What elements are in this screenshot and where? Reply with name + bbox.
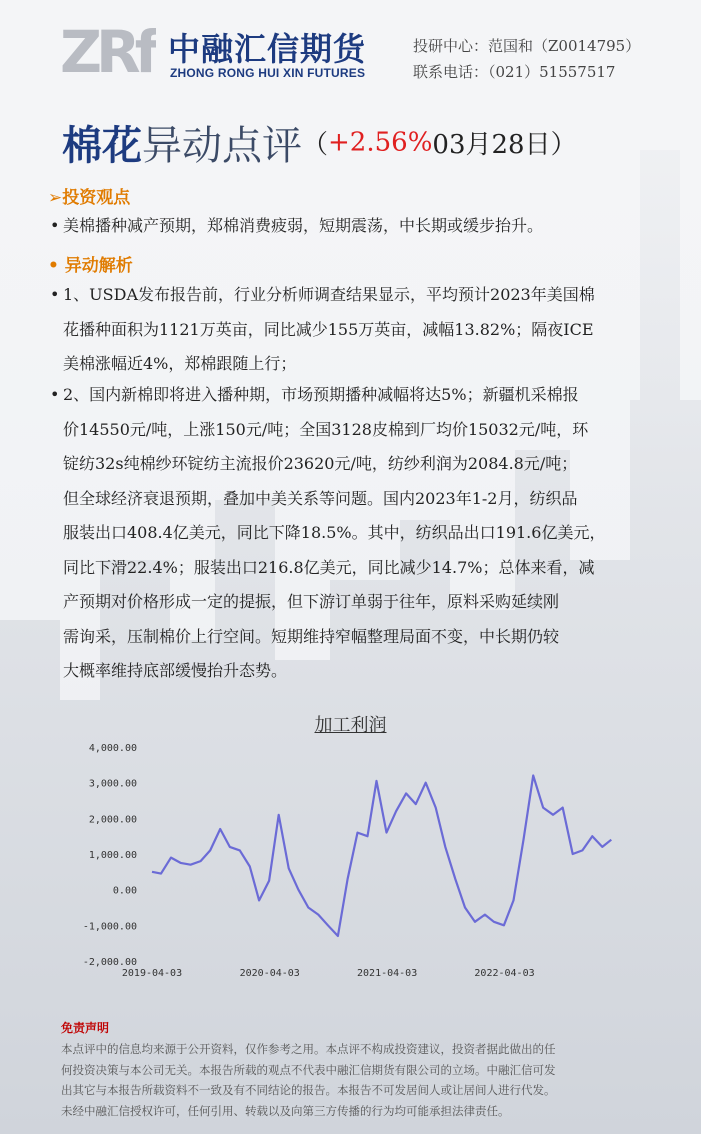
x-tick-label: 2021-04-03 <box>357 968 418 979</box>
profit-series-line <box>152 776 611 937</box>
analysis-heading: • 异动解析 <box>48 256 133 276</box>
title-topic: 异动点评 <box>142 123 302 169</box>
view-text-content: 美棉播种减产预期，郑棉消费疲弱，短期震荡，中长期或缓步抬升。 <box>63 216 544 235</box>
company-logo-icon <box>58 10 156 80</box>
company-name-en: ZHONG RONG HUI XIN FUTURES <box>170 66 366 80</box>
y-tick-label: 1,000.00 <box>88 850 137 861</box>
analysis-2-line: 服装出口408.4亿美元，同比下降18.5%。其中，纺织品出口191.6亿美元， <box>63 523 606 542</box>
disclaimer-line: 未经中融汇信授权许可，任何引用、转载以及向第三方传播的行为均可能承担法律责任。 <box>61 1103 510 1118</box>
view-text: • 美棉播种减产预期，郑棉消费疲弱，短期震荡，中长期或缓步抬升。 <box>50 216 544 235</box>
page-title <box>62 114 577 171</box>
analysis-2-line: 2、国内新棉即将进入播种期，市场预期播种减幅将达5%；新疆机采棉报 <box>63 385 579 404</box>
disclaimer-line: 本点评中的信息均来源于公开资料，仅作参考之用。本点评不构成投资建议，投资者据此做出的任 <box>61 1042 556 1056</box>
analysis-2-line: 产预期对价格形成一定的提振，但下游订单弱于往年，原料采购延续刚 <box>63 592 560 611</box>
analysis-1-line: 花播种面积为1121万英亩，同比减少155万英亩，减幅13.82%；隔夜ICE <box>63 319 594 339</box>
disclaimer-line: 何投资决策与本公司无关。本报告所载的观点不代表中融汇信期货有限公司的立场。中融汇信可发 <box>61 1062 556 1077</box>
y-tick-label: 4,000.00 <box>88 743 137 754</box>
contact-research: 投研中心：范国和（Z0014795） <box>413 37 641 55</box>
view-heading: ➢投资观点 <box>48 188 131 208</box>
y-tick-label: -2,000.00 <box>82 957 137 968</box>
disclaimer-body <box>61 1039 651 1121</box>
y-tick-label: 2,000.00 <box>88 814 137 826</box>
title-commodity: 棉花 <box>62 123 142 169</box>
analysis-1-line: 美棉涨幅近4%，郑棉跟随上行； <box>63 354 297 373</box>
contact-info <box>413 33 640 85</box>
disclaimer-heading: 免责声明 <box>61 1021 110 1035</box>
analysis-2-line: 但全球经济衰退预期，叠加中美关系等问题。国内2023年1-2月，纺织品 <box>63 488 578 508</box>
x-tick-label: 2020-04-03 <box>239 968 300 979</box>
title-price-change: +2.56% <box>328 127 433 158</box>
analysis-2-line: 大概率维持底部缓慢抬升态势。 <box>63 661 288 680</box>
analysis-2-line: 需询采，压制棉价上行空间。短期维持窄幅整理局面不变，中长期仍较 <box>63 626 560 646</box>
analysis-1-line: 1、USDA发布报告前，行业分析师调查结果显示，平均预计2023年美国棉 <box>63 285 595 304</box>
disclaimer-line: 出其它与本报告所载资料不一致及有不同结论的报告。本报告不可发居间人或让居间人进行代发。 <box>61 1083 556 1097</box>
contact-phone: 联系电话：（021）51557517 <box>413 63 616 81</box>
x-tick-label: 2019-04-03 <box>121 968 183 979</box>
report-header <box>0 0 701 105</box>
svg-text:ZRf: ZRf <box>60 18 154 80</box>
company-name-cn: 中融汇信期货 <box>168 30 367 68</box>
analysis-point-2: • 2、国内新棉即将进入播种期，市场预期播种减幅将达5%；新疆机采棉报 价14550元/吨，上涨150元/吨；全国3128皮棉到厂均价15032元/吨，环 锭纺32s纯棉纱环锭纺主流报价23620元/吨，纺纱利润为2084.8元/吨； 但全球经济衰退预期，叠加中美关系等问题。国内2023年1-2月，纺织品 服装出口408.4亿美元，同比下降18.5%。其中，纺织品出口191.6亿美元， 同比下滑22.4%；服装出口216.8亿美元，同比减少14.7%；总体来看，减 产预期对价格形成一定的提振，但下游订单弱于往年，原料采购延续刚 需询采，压制棉价上行空间。短期维持窄幅整理局面不变，中长期仍较 大概率维持底部缓慢抬升态势。 <box>63 378 688 689</box>
processing-profit-chart <box>0 735 701 985</box>
chart-title: 加工利润 <box>314 715 387 736</box>
x-tick-label: 2022-04-03 <box>474 968 535 979</box>
y-tick-label: 0.00 <box>112 885 137 897</box>
y-tick-label: -1,000.00 <box>82 921 137 933</box>
y-tick-label: 3,000.00 <box>88 778 137 790</box>
title-open-paren: （ <box>302 130 329 160</box>
analysis-2-line: 同比下滑22.4%；服装出口216.8亿美元，同比减少14.7%；总体来看，减 <box>63 557 595 577</box>
analysis-2-line: 价14550元/吨，上涨150元/吨；全国3128皮棉到厂均价15032元/吨，环 <box>63 419 589 439</box>
analysis-point-1: • 1、USDA发布报告前，行业分析师调查结果显示，平均预计2023年美国棉 花播种面积为1121万英亩，同比减少155万英亩，减幅13.82%；隔夜ICE 美棉涨幅近4%，郑棉跟随上行； <box>63 278 688 382</box>
title-date: 03月28日） <box>432 130 577 160</box>
analysis-2-line: 锭纺32s纯棉纱环锭纺主流报价23620元/吨，纺纱利润为2084.8元/吨； <box>63 454 578 473</box>
